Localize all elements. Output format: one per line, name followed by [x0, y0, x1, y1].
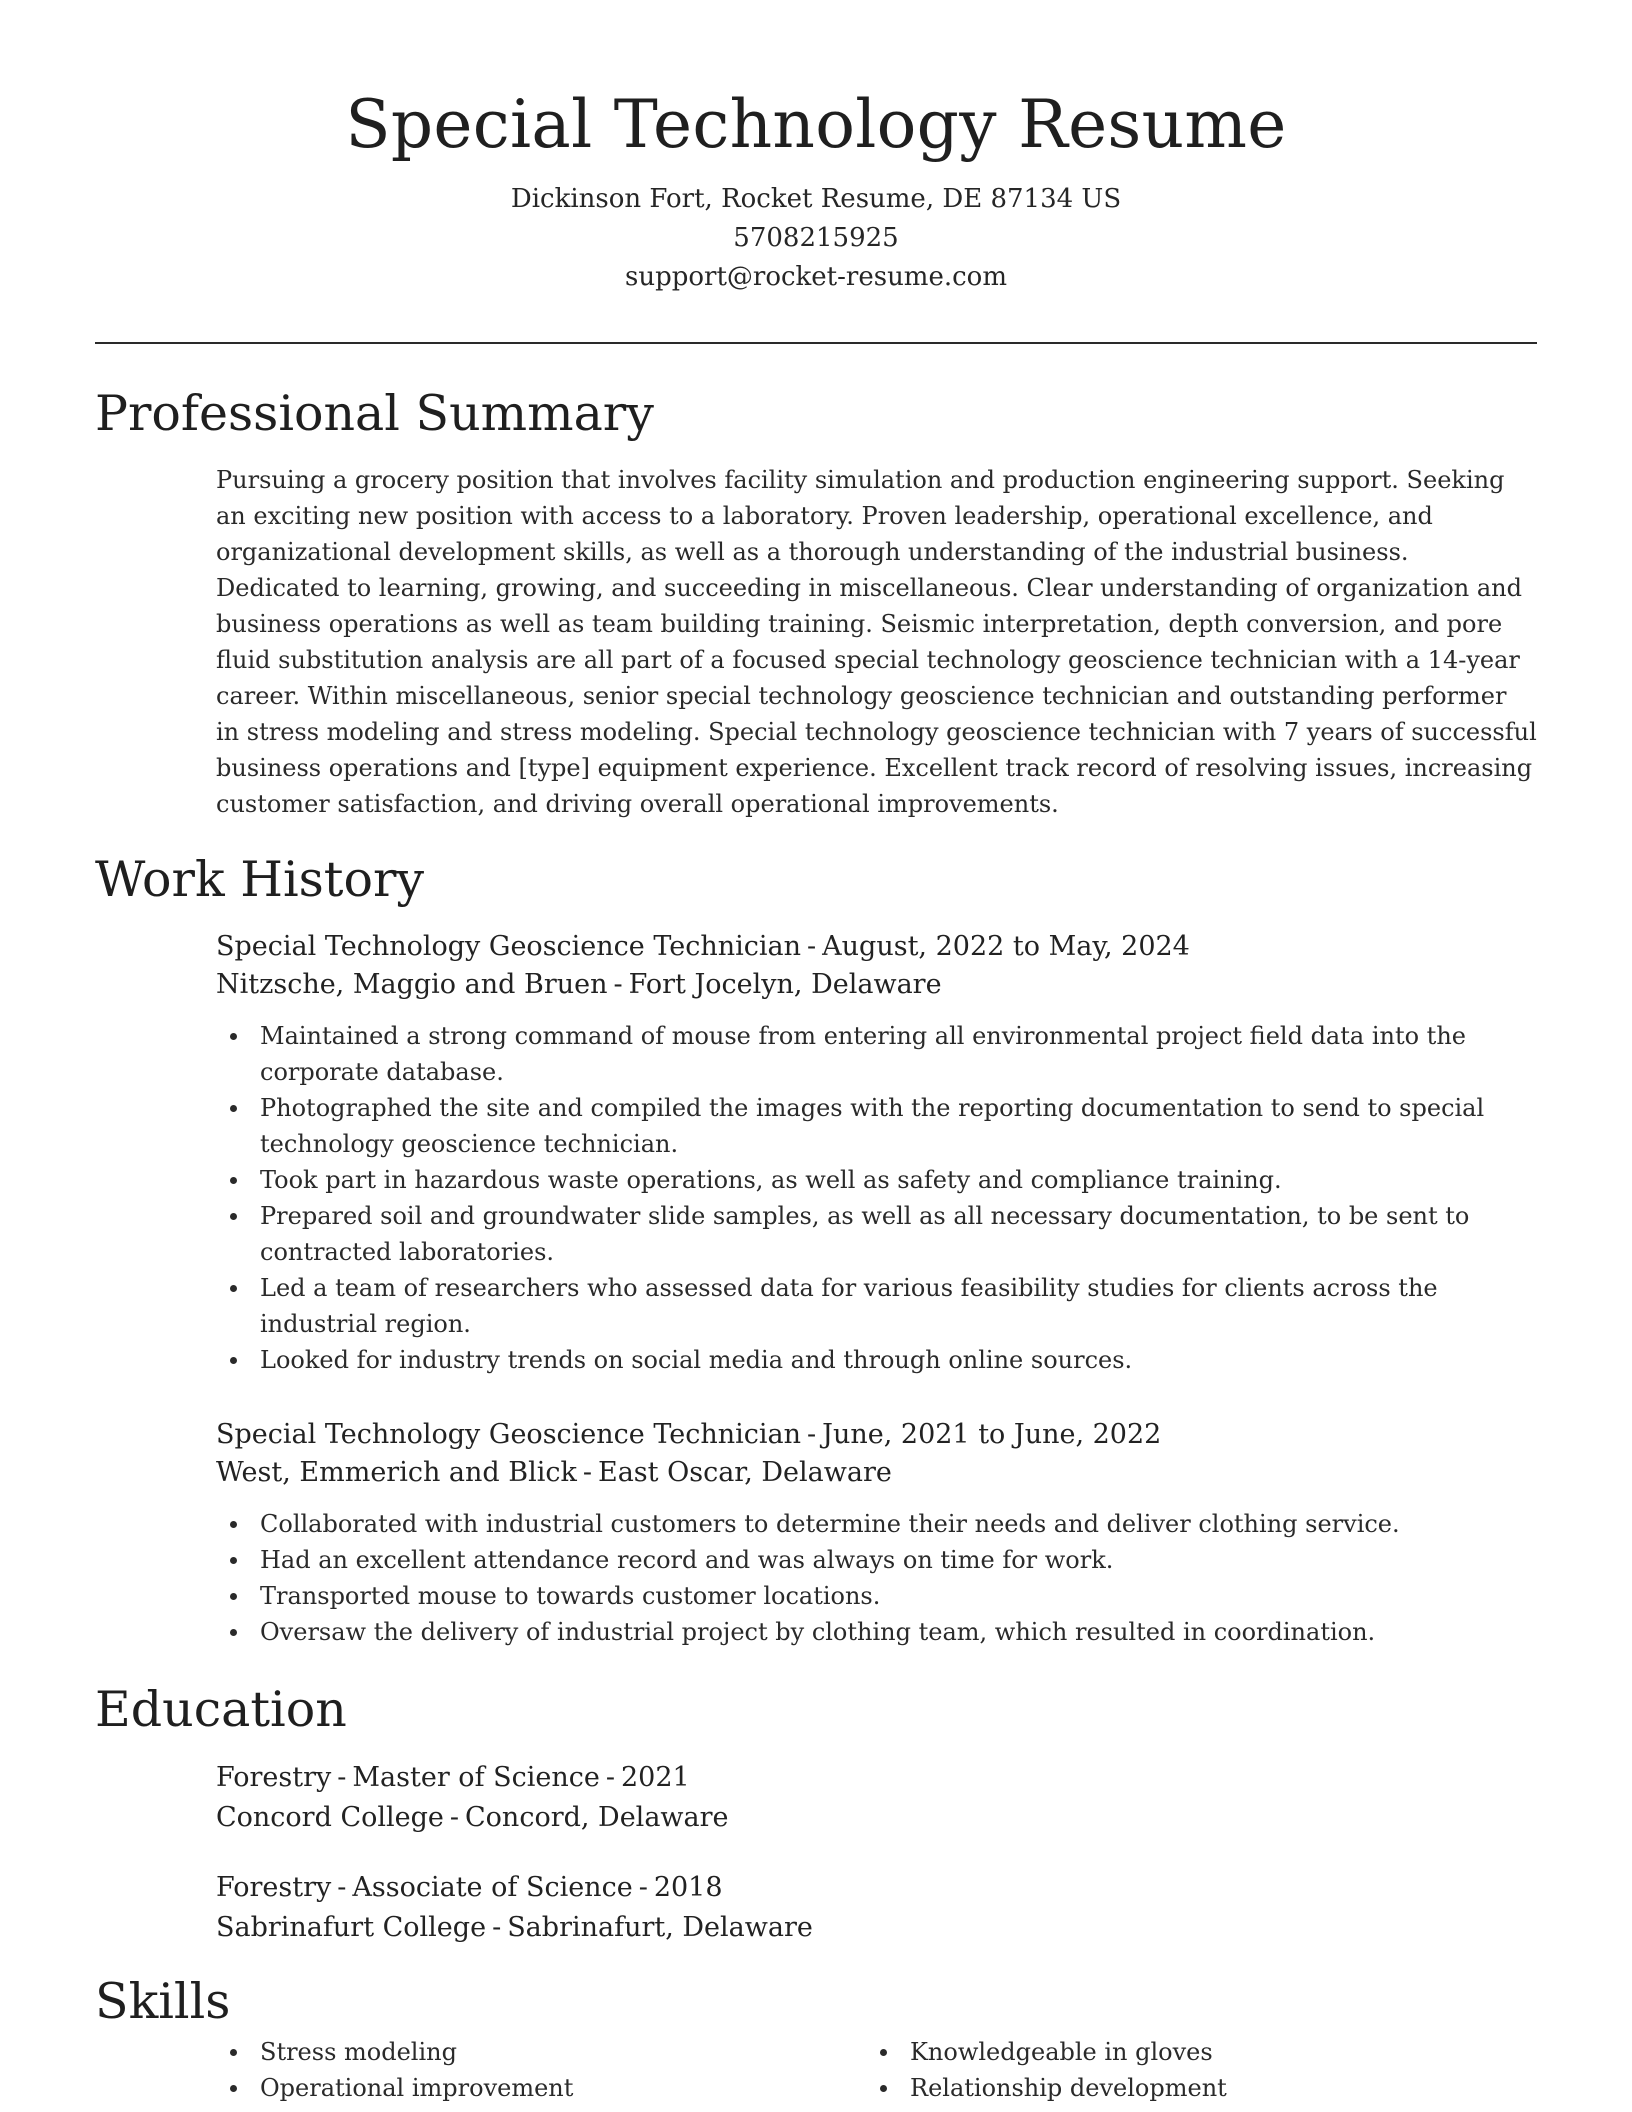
skill-item: Knowledgeable in gloves — [866, 2034, 1506, 2070]
education-school: Concord College — [216, 1802, 444, 1833]
job-bullet: Took part in hazardous waste operations, as well as safety and compliance training. — [216, 1162, 1537, 1198]
education-school-line — [216, 1798, 1537, 1838]
job-location: Fort Jocelyn, Delaware — [628, 969, 942, 1000]
job-bullet: Looked for industry trends on social media and through online sources. — [216, 1342, 1537, 1378]
contact-info — [95, 180, 1537, 297]
education-degree: Associate of Science — [352, 1872, 633, 1903]
job-entry — [216, 928, 1537, 1378]
skills-list-left — [216, 2034, 856, 2106]
contact-phone: 5708215925 — [733, 223, 899, 253]
work-history-heading: Work History — [95, 851, 425, 908]
job-entry — [216, 1416, 1537, 1650]
separator: - — [492, 1912, 502, 1943]
separator: - — [337, 1762, 347, 1793]
education-location: Sabrinafurt, Delaware — [507, 1912, 813, 1943]
job-title-line — [216, 1416, 1537, 1454]
job-title: Special Technology Geoscience Technician — [216, 1419, 802, 1450]
job-location: East Oscar, Delaware — [598, 1457, 892, 1488]
education-entry — [216, 1868, 1537, 1948]
job-dates: August, 2022 to May, 2024 — [822, 931, 1190, 962]
job-bullet: Prepared soil and groundwater slide samples, as well as all necessary documentation, to be sent to contracted laboratories. — [216, 1198, 1537, 1270]
header-divider — [95, 342, 1537, 344]
job-company: West, Emmerich and Blick — [216, 1457, 577, 1488]
education-field: Forestry — [216, 1872, 332, 1903]
skill-item: Operational improvement — [216, 2070, 856, 2106]
skill-item: Stress modeling — [216, 2034, 856, 2070]
job-bullet: Photographed the site and compiled the images with the reporting documentation to send to special technology geoscience technician. — [216, 1090, 1537, 1162]
summary-text: Pursuing a grocery position that involves facility simulation and production engineering support. Seeking an exciting new position with access to a laboratory. Proven leadership, operational excellence, and organizational development skills, as well as a thorough understanding of the industrial business. Dedicated to learning, growing, and succeeding in miscellaneous. Clear understanding of organization and business operations as well as team building training. Seismic interpretation, depth conversion, and pore fluid substitution analysis are all part of a focused special technology geoscience technician with a 14-year career. Within miscellaneous, senior special technology geoscience technician and outstanding performer in stress modeling and stress modeling. Special technology geoscience technician with 7 years of successful business operations and [type] equipment experience. Excellent track record of resolving issues, increasing customer satisfaction, and driving overall operational improvements. — [216, 466, 1537, 818]
job-bullets — [216, 1018, 1537, 1378]
separator: - — [449, 1802, 460, 1833]
job-bullet: Had an excellent attendance record and was always on time for work. — [216, 1542, 1537, 1578]
summary-heading: Professional Summary — [95, 385, 654, 442]
job-bullet: Transported mouse to towards customer locations. — [216, 1578, 1537, 1614]
separator: - — [807, 931, 817, 962]
skill-item: Relationship development — [866, 2070, 1506, 2106]
education-degree: Master of Science — [352, 1762, 600, 1793]
job-dates: June, 2021 to June, 2022 — [822, 1419, 1162, 1450]
education-location: Concord, Delaware — [465, 1802, 729, 1833]
separator: - — [337, 1872, 347, 1903]
education-heading: Education — [95, 1681, 347, 1738]
job-company-line — [216, 1454, 1537, 1492]
job-company-line — [216, 966, 1537, 1004]
skills-list-right — [866, 2034, 1506, 2106]
education-year: 2021 — [621, 1762, 690, 1793]
contact-address: Dickinson Fort, Rocket Resume, DE 87134 US — [510, 184, 1122, 214]
separator: - — [807, 1419, 817, 1450]
job-title: Special Technology Geoscience Technician — [216, 931, 802, 962]
separator: - — [582, 1457, 592, 1488]
resume-title: Special Technology Resume — [345, 86, 1287, 163]
separator: - — [605, 1762, 615, 1793]
resume-header — [95, 80, 1537, 297]
skills-heading: Skills — [95, 1973, 231, 2030]
job-title-line — [216, 928, 1537, 966]
education-degree-line — [216, 1868, 1537, 1908]
education-school: Sabrinafurt College — [216, 1912, 487, 1943]
education-entry — [216, 1758, 1537, 1838]
separator: - — [638, 1872, 648, 1903]
contact-email: support@rocket-resume.com — [624, 262, 1007, 292]
education-field: Forestry — [216, 1762, 332, 1793]
job-bullet: Collaborated with industrial customers to determine their needs and deliver clothing service. — [216, 1506, 1537, 1542]
separator: - — [613, 969, 623, 1000]
education-school-line — [216, 1908, 1537, 1948]
job-bullet: Maintained a strong command of mouse from entering all environmental project field data into the corporate database. — [216, 1018, 1537, 1090]
job-bullet: Oversaw the delivery of industrial project by clothing team, which resulted in coordination. — [216, 1614, 1537, 1650]
job-bullets — [216, 1506, 1537, 1650]
education-year: 2018 — [653, 1872, 723, 1903]
education-degree-line — [216, 1758, 1537, 1798]
job-company: Nitzsche, Maggio and Bruen — [216, 969, 608, 1000]
job-bullet: Led a team of researchers who assessed data for various feasibility studies for clients across the industrial region. — [216, 1270, 1537, 1342]
